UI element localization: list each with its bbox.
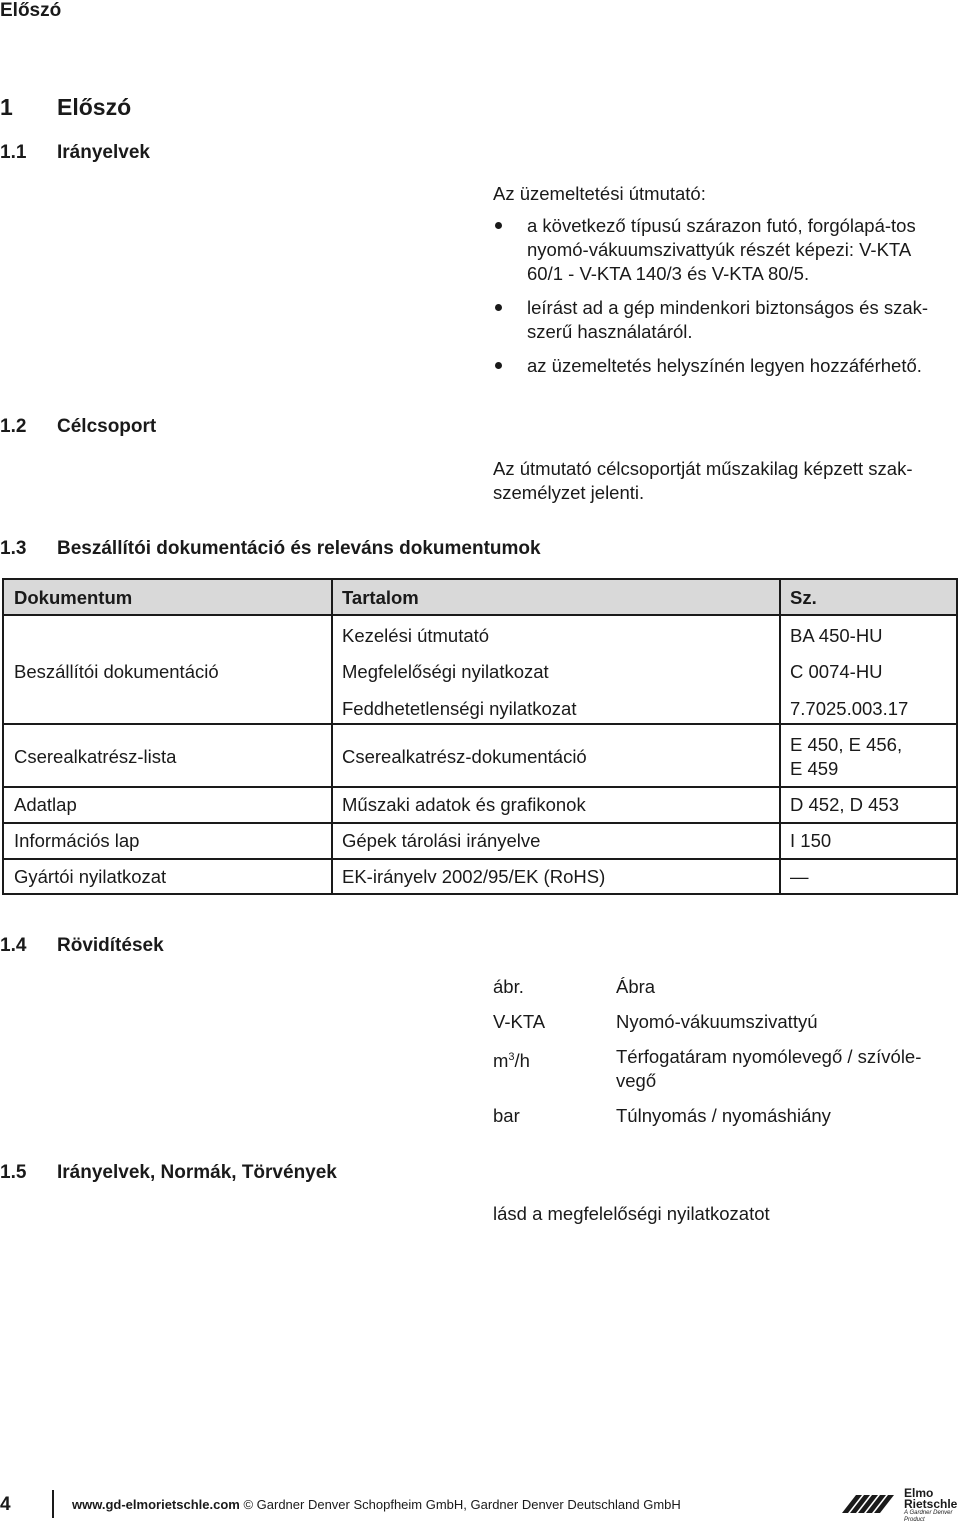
logo-word-elmo: Elmo [904, 1486, 934, 1500]
bullet-item [493, 296, 953, 344]
abbreviation: bar [493, 1105, 520, 1126]
footer-url[interactable]: www.gd-elmorietschle.com [72, 1497, 240, 1512]
logo-tagline: A Gardner Denver Product [904, 1510, 953, 1523]
table-divider [4, 858, 956, 860]
section-title: Irányelvek, Normák, Törvények [57, 1162, 337, 1183]
abbreviation: V-KTA [493, 1011, 546, 1032]
bullet-item [493, 354, 953, 378]
footer-divider [52, 1490, 54, 1518]
footer-text [72, 1497, 681, 1512]
documents-table [2, 578, 958, 895]
table-cell: — [790, 866, 809, 887]
abbreviation [493, 1045, 530, 1073]
running-header: Előszó [0, 0, 62, 21]
chapter-heading [0, 94, 400, 124]
section-heading-1-5 [0, 1162, 500, 1188]
section-title: Irányelvek [57, 142, 150, 163]
abbreviation-meaning: Ábra [616, 976, 656, 997]
abbreviation-meaning: Nyomó-vákuumszivattyú [616, 1011, 818, 1032]
table-cell: BA 450-HU [790, 625, 883, 646]
table-cell: 7.7025.003.17 [790, 698, 909, 719]
abbreviation-meaning: Túlnyomás / nyomáshiány [616, 1105, 831, 1126]
section-heading-1-4 [0, 935, 400, 961]
section-text: Az útmutató célcsoportját műszakilag képzett szak-személyzet jelenti. [493, 458, 913, 503]
bullet-item [493, 214, 953, 286]
section-number: 1.1 [0, 142, 27, 163]
section-title: Rövidítések [57, 935, 164, 956]
table-cell: Cserealkatrész-dokumentáció [342, 746, 587, 767]
section-title: Beszállítói dokumentáció és releváns dokumentumok [57, 538, 541, 559]
abbreviation-base: m [493, 1050, 509, 1072]
table-cell: Adatlap [14, 794, 77, 815]
table-cell: I 150 [790, 830, 832, 851]
table-cell: E 450, E 456, [790, 734, 903, 755]
bullet-text: az üzemeltetés helyszínén legyen hozzáférhető. [527, 355, 922, 376]
table-divider [4, 723, 956, 725]
abbreviation-meaning: Térfogatáram nyomólevegő / szívóle- [616, 1046, 922, 1067]
section-number: 1.3 [0, 538, 27, 559]
abbreviation-tail: /h [514, 1050, 530, 1072]
table-divider [4, 822, 956, 824]
abbreviation-meaning: vegő [616, 1070, 657, 1091]
chapter-title: Előszó [57, 94, 132, 120]
section-heading-1-1 [0, 142, 400, 168]
table-cell: D 452, D 453 [790, 794, 900, 815]
bullet-text: a következő típusú szárazon futó, forgólapá-tos nyomó-vákuumszivattyúk részét képezi: V-KTA 60/1 - V-KTA 140/3 és V-KTA 80/5. [527, 215, 916, 284]
abbreviation-superscript: 3 [508, 1051, 515, 1063]
bullet-list [493, 214, 953, 388]
table-header-cell: Dokumentum [14, 587, 133, 608]
section-number: 1.2 [0, 416, 27, 437]
section-intro: Az üzemeltetési útmutató: [493, 183, 706, 204]
section-heading-1-3 [0, 538, 700, 564]
table-cell: Cserealkatrész-lista [14, 746, 177, 767]
table-header-cell: Sz. [790, 587, 817, 608]
section-number: 1.4 [0, 935, 27, 956]
table-cell: Kezelési útmutató [342, 625, 490, 646]
company-logo [838, 1486, 960, 1523]
table-cell: E 459 [790, 758, 839, 779]
bullet-dot-icon [495, 362, 502, 369]
logo-swoosh-icon [838, 1491, 894, 1513]
table-divider [4, 786, 956, 788]
table-cell: EK-irányelv 2002/95/EK (RoHS) [342, 866, 606, 887]
table-divider [779, 580, 781, 893]
section-heading-1-2 [0, 416, 400, 442]
table-divider [331, 580, 333, 893]
footer-copyright: © Gardner Denver Schopfheim GmbH, Gardner Denver Deutschland GmbH [243, 1497, 681, 1512]
logo-word-rietschle: Rietschle [904, 1497, 958, 1511]
table-cell: Műszaki adatok és grafikonok [342, 794, 586, 815]
table-cell: Információs lap [14, 830, 140, 851]
table-cell: Feddhetetlenségi nyilatkozat [342, 698, 577, 719]
abbreviation: ábr. [493, 976, 524, 997]
table-cell: Gyártói nyilatkozat [14, 866, 167, 887]
bullet-dot-icon [495, 222, 502, 229]
table-header-cell: Tartalom [342, 587, 419, 608]
page-number: 4 [0, 1494, 11, 1515]
table-cell: C 0074-HU [790, 661, 883, 682]
table-cell: Gépek tárolási irányelve [342, 830, 541, 851]
section-text: lásd a megfelelőségi nyilatkozatot [493, 1203, 770, 1224]
table-cell: Beszállítói dokumentáció [14, 661, 219, 682]
section-title: Célcsoport [57, 416, 157, 437]
table-cell: Megfelelőségi nyilatkozat [342, 661, 549, 682]
section-number: 1.5 [0, 1162, 27, 1183]
chapter-number: 1 [0, 94, 13, 120]
bullet-dot-icon [495, 304, 502, 311]
bullet-text: leírást ad a gép mindenkori biztonságos és szak-szerű használatáról. [527, 297, 929, 342]
